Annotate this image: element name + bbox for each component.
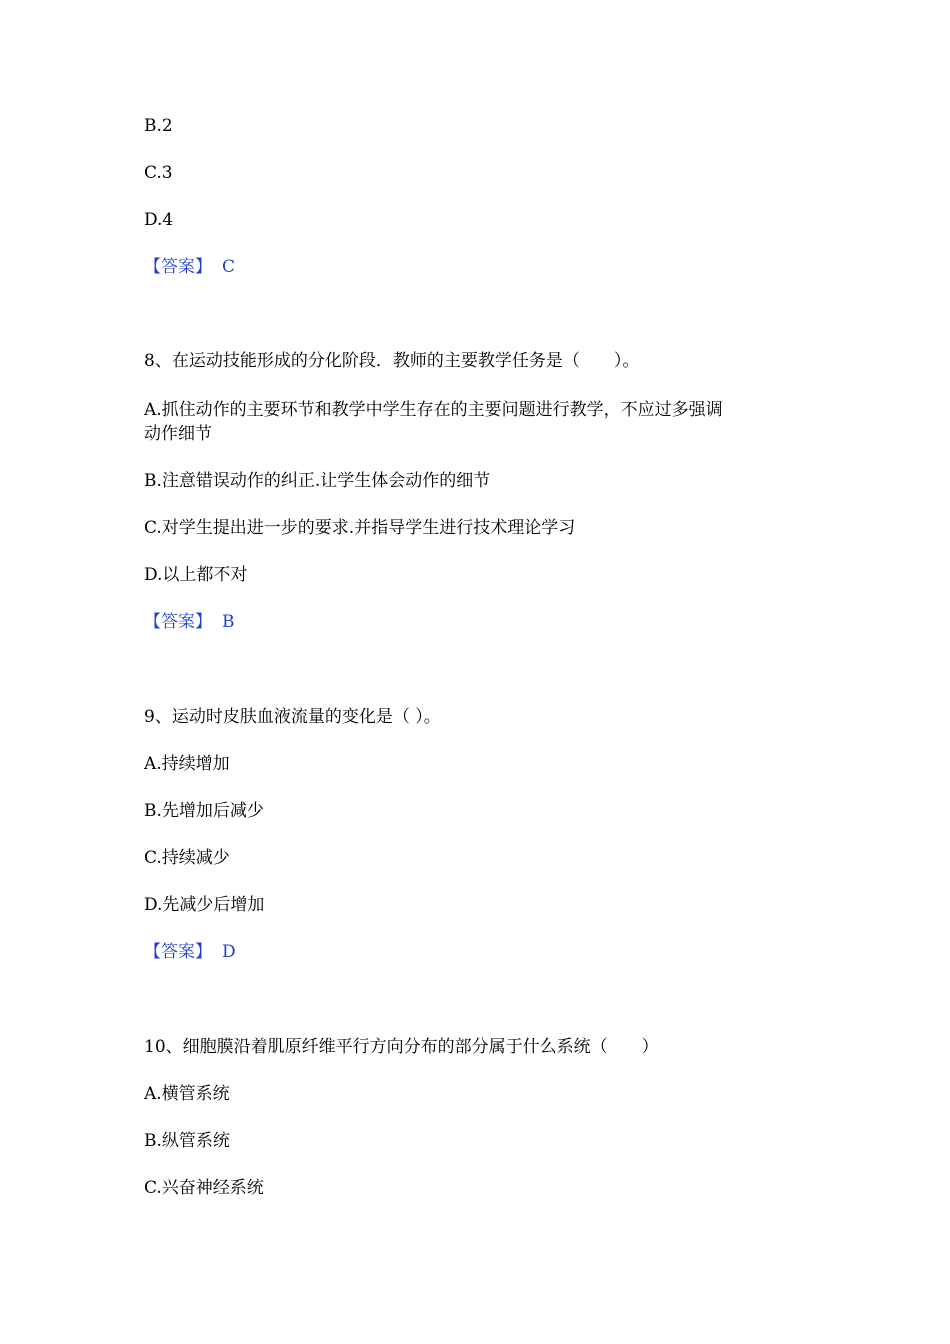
q8-option-b: B.注意错误动作的纠正.让学生体会动作的细节 [144,471,491,491]
q10-option-c: C.兴奋神经系统 [144,1178,264,1198]
q9-option-b: B.先增加后减少 [144,801,264,821]
q8-option-a-continued: 动作细节 [144,424,212,444]
q7-option-b: B.2 [144,116,173,136]
answer-value: C [222,257,236,277]
answer-label: 【答案】 [144,612,212,632]
q8-option-c: C.对学生提出进一步的要求.并指导学生进行技术理论学习 [144,518,576,538]
q7-option-c: C.3 [144,163,173,183]
q10-stem: 10、细胞膜沿着肌原纤维平行方向分布的部分属于什么系统（ ） [144,1037,659,1057]
q7-option-d: D.4 [144,210,174,230]
q9-stem: 9、运动时皮肤血液流量的变化是（ ）。 [144,707,441,727]
q8-answer [144,610,235,634]
q10-option-a: A.横管系统 [144,1084,230,1104]
q7-answer [144,255,235,279]
q8-option-a: A.抓住动作的主要环节和教学中学生存在的主要问题进行教学，不应过多强调 [144,400,723,420]
q9-option-d: D.先减少后增加 [144,895,265,915]
q8-stem: 8、在运动技能形成的分化阶段．教师的主要教学任务是（ ）。 [144,351,640,371]
answer-value: B [222,612,235,632]
answer-label: 【答案】 [144,257,212,277]
q9-option-a: A.持续增加 [144,754,230,774]
q9-answer [144,940,236,964]
q9-option-c: C.持续减少 [144,848,230,868]
q10-option-b: B.纵管系统 [144,1131,230,1151]
q8-option-d: D.以上都不对 [144,565,248,585]
answer-value: D [222,942,236,962]
answer-label: 【答案】 [144,942,212,962]
